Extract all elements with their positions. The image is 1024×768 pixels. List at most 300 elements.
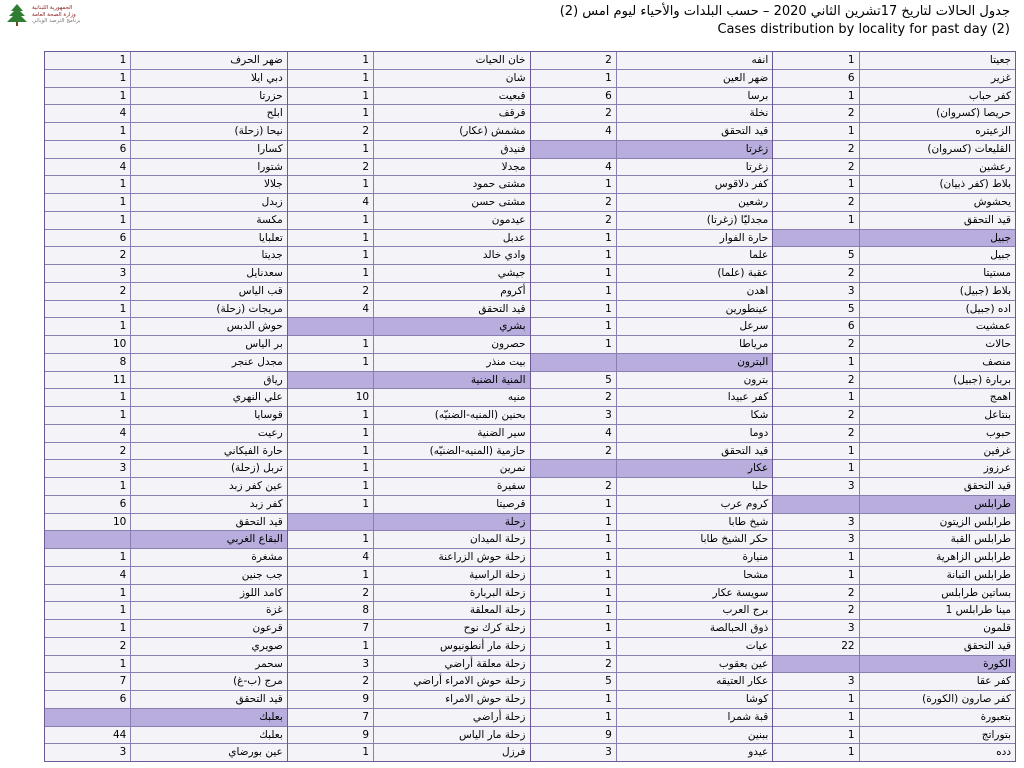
locality-name: مكسة: [131, 212, 286, 229]
case-count: 1: [288, 638, 374, 655]
locality-name: سحمر: [131, 656, 286, 673]
locality-name: رعشين: [860, 159, 1015, 176]
table-row: [531, 727, 773, 745]
locality-name: علما: [617, 247, 772, 264]
case-count: 1: [288, 567, 374, 584]
table-row: [773, 123, 1015, 141]
case-count: 1: [773, 744, 859, 761]
district-header-row: [531, 354, 773, 372]
locality-name: طرابلس القبة: [860, 531, 1015, 548]
locality-name: برسا: [617, 88, 772, 105]
case-count: 4: [45, 567, 131, 584]
table-row: [773, 88, 1015, 106]
case-count: 2: [773, 372, 859, 389]
case-count: 7: [288, 709, 374, 726]
case-count: 4: [288, 301, 374, 318]
locality-name: سفيرة: [374, 478, 529, 495]
district-header-row: [288, 318, 530, 336]
locality-name: عرزوز: [860, 460, 1015, 477]
locality-name: جبيل: [860, 247, 1015, 264]
case-count: 1: [773, 52, 859, 69]
locality-name: بتعبورة: [860, 709, 1015, 726]
case-count: 3: [773, 531, 859, 548]
case-count: 2: [773, 265, 859, 282]
locality-name: مشمش (عكار): [374, 123, 529, 140]
case-count: 3: [45, 460, 131, 477]
case-count: 1: [288, 88, 374, 105]
locality-name: عقبة (علما): [617, 265, 772, 282]
locality-name: مشحا: [617, 567, 772, 584]
case-count: 1: [531, 549, 617, 566]
table-row: [288, 691, 530, 709]
table-row: [531, 212, 773, 230]
table-row: [288, 283, 530, 301]
locality-name: غزير: [860, 70, 1015, 87]
case-count: 4: [531, 425, 617, 442]
locality-name: كفر زبد: [131, 496, 286, 513]
locality-name: حلبا: [617, 478, 772, 495]
table-row: [531, 230, 773, 248]
table-row: [45, 478, 287, 496]
table-row: [531, 531, 773, 549]
locality-name: قبعيت: [374, 88, 529, 105]
table-row: [45, 88, 287, 106]
table-row: [45, 443, 287, 461]
table-row: [773, 159, 1015, 177]
locality-name: شتورا: [131, 159, 286, 176]
locality-name: بحنين (المنيه-الضنيّه): [374, 407, 529, 424]
table-row: [45, 318, 287, 336]
locality-name: الكورة: [860, 656, 1015, 673]
table-row: [288, 105, 530, 123]
case-count: [45, 531, 131, 548]
case-count: 2: [288, 123, 374, 140]
table-row: [773, 194, 1015, 212]
case-count: 2: [288, 673, 374, 690]
case-count: 6: [45, 496, 131, 513]
locality-name: حالات: [860, 336, 1015, 353]
table-row: [531, 336, 773, 354]
district-header-row: [288, 372, 530, 390]
case-count: 2: [773, 602, 859, 619]
locality-name: عين كفر زبد: [131, 478, 286, 495]
table-row: [773, 407, 1015, 425]
table-row: [773, 602, 1015, 620]
table-row: [288, 159, 530, 177]
case-count: 4: [531, 159, 617, 176]
locality-name: حريصا (كسروان): [860, 105, 1015, 122]
locality-name: المنية الضنية: [374, 372, 529, 389]
case-count: 1: [531, 620, 617, 637]
locality-name: قيد التحقق: [617, 123, 772, 140]
table-row: [531, 656, 773, 674]
case-count: 3: [45, 744, 131, 761]
locality-name: مريجات (زحلة): [131, 301, 286, 318]
table-row: [773, 549, 1015, 567]
locality-name: جعيتا: [860, 52, 1015, 69]
locality-name: كفر صارون (الكورة): [860, 691, 1015, 708]
table-row: [45, 691, 287, 709]
locality-name: شيخ طابا: [617, 514, 772, 531]
case-count: 2: [531, 389, 617, 406]
locality-name: كفر عقا: [860, 673, 1015, 690]
table-row: [288, 230, 530, 248]
case-count: 1: [773, 123, 859, 140]
case-count: 6: [773, 318, 859, 335]
locality-name: منيه: [374, 389, 529, 406]
table-row: [45, 230, 287, 248]
district-header-row: [531, 460, 773, 478]
locality-name: نخلة: [617, 105, 772, 122]
locality-name: زحلة: [374, 514, 529, 531]
locality-name: بر الياس: [131, 336, 286, 353]
locality-name: زغرتا: [617, 141, 772, 158]
case-count: 1: [45, 389, 131, 406]
table-row: [531, 247, 773, 265]
case-count: 2: [531, 443, 617, 460]
table-row: [45, 727, 287, 745]
table-row: [531, 709, 773, 727]
table-row: [531, 744, 773, 761]
locality-name: زحلة حوش الامراء: [374, 691, 529, 708]
locality-name: نمرين: [374, 460, 529, 477]
table-row: [288, 656, 530, 674]
locality-name: حارة الفوار: [617, 230, 772, 247]
locality-name: حبوب: [860, 425, 1015, 442]
locality-name: البقاع الغربي: [131, 531, 286, 548]
case-count: 4: [288, 549, 374, 566]
locality-name: فرزل: [374, 744, 529, 761]
locality-name: قرقف: [374, 105, 529, 122]
table-row: [45, 354, 287, 372]
case-count: 1: [288, 407, 374, 424]
locality-name: عيدمون: [374, 212, 529, 229]
case-count: 1: [288, 460, 374, 477]
case-count: 1: [531, 301, 617, 318]
case-count: 1: [288, 531, 374, 548]
case-count: 2: [773, 105, 859, 122]
table-row: [531, 673, 773, 691]
case-count: 1: [288, 52, 374, 69]
locality-name: عكار: [617, 460, 772, 477]
locality-name: مجدليّا (زغرتا): [617, 212, 772, 229]
table-row: [773, 52, 1015, 70]
case-count: 1: [45, 70, 131, 87]
case-count: [288, 318, 374, 335]
locality-name: وادي خالد: [374, 247, 529, 264]
case-count: 8: [288, 602, 374, 619]
case-count: 1: [531, 265, 617, 282]
table-row: [773, 567, 1015, 585]
case-count: 3: [531, 407, 617, 424]
case-count: 1: [531, 531, 617, 548]
locality-name: زحلة مار أنطونيوس: [374, 638, 529, 655]
locality-name: غزة: [131, 602, 286, 619]
locality-name: قيد التحقق: [860, 638, 1015, 655]
locality-name: ابلح: [131, 105, 286, 122]
case-count: 1: [773, 212, 859, 229]
table-row: [45, 265, 287, 283]
case-count: 1: [773, 727, 859, 744]
table-row: [45, 425, 287, 443]
logo-line-3: برنامج الترصد الوبائي: [32, 18, 81, 25]
table-row: [45, 744, 287, 761]
case-count: 1: [531, 691, 617, 708]
case-count: 7: [288, 620, 374, 637]
case-count: 4: [288, 194, 374, 211]
locality-name: زحلة البربارة: [374, 585, 529, 602]
logo-text: [32, 5, 81, 25]
case-count: 2: [45, 283, 131, 300]
case-count: 8: [45, 354, 131, 371]
table-row: [773, 247, 1015, 265]
table-row: [773, 389, 1015, 407]
case-count: 6: [773, 70, 859, 87]
locality-name: زغرتا: [617, 159, 772, 176]
table-row: [773, 620, 1015, 638]
table-row: [773, 265, 1015, 283]
table-row: [45, 105, 287, 123]
locality-name: سير الضنية: [374, 425, 529, 442]
case-count: 1: [531, 514, 617, 531]
case-count: 1: [45, 620, 131, 637]
locality-name: زحلة الميدان: [374, 531, 529, 548]
case-count: 1: [773, 389, 859, 406]
table-row: [531, 567, 773, 585]
case-count: [531, 354, 617, 371]
table-row: [531, 283, 773, 301]
case-count: 7: [45, 673, 131, 690]
case-count: 1: [45, 194, 131, 211]
district-header-row: [288, 514, 530, 532]
case-count: 1: [531, 283, 617, 300]
table-row: [531, 620, 773, 638]
table-row: [45, 496, 287, 514]
case-count: 1: [45, 88, 131, 105]
case-count: 1: [288, 425, 374, 442]
table-row: [531, 88, 773, 106]
table-row: [531, 407, 773, 425]
locality-name: سعدنايل: [131, 265, 286, 282]
case-count: 1: [288, 496, 374, 513]
table-row: [288, 301, 530, 319]
table-row: [45, 301, 287, 319]
table-row: [288, 425, 530, 443]
case-count: 5: [773, 301, 859, 318]
case-count: 5: [531, 673, 617, 690]
locality-name: بترون: [617, 372, 772, 389]
locality-name: مرياطا: [617, 336, 772, 353]
locality-name: ذوق الحبالصة: [617, 620, 772, 637]
locality-name: قيد التحقق: [374, 301, 529, 318]
table-row: [531, 549, 773, 567]
locality-name: قيد التحقق: [131, 691, 286, 708]
table-row: [45, 247, 287, 265]
district-header-row: [531, 141, 773, 159]
case-count: 3: [773, 620, 859, 637]
locality-name: بعلبك: [131, 709, 286, 726]
locality-name: قبة شمرا: [617, 709, 772, 726]
case-count: 1: [531, 247, 617, 264]
table-row: [531, 691, 773, 709]
locality-name: نيحا (زحلة): [131, 123, 286, 140]
case-count: 22: [773, 638, 859, 655]
case-count: 1: [531, 602, 617, 619]
table-column-group: [287, 52, 530, 761]
table-row: [773, 744, 1015, 761]
table-row: [531, 372, 773, 390]
table-column-group: [772, 52, 1015, 761]
case-count: 4: [531, 123, 617, 140]
case-count: 1: [531, 176, 617, 193]
table-row: [773, 372, 1015, 390]
table-row: [531, 514, 773, 532]
table-row: [288, 443, 530, 461]
table-row: [288, 70, 530, 88]
table-row: [531, 70, 773, 88]
case-count: 1: [773, 460, 859, 477]
table-row: [773, 531, 1015, 549]
table-row: [288, 478, 530, 496]
case-count: 1: [773, 567, 859, 584]
locality-name: كفر دلاقوس: [617, 176, 772, 193]
locality-name: مشتى حمود: [374, 176, 529, 193]
case-count: 1: [773, 549, 859, 566]
locality-name: انفه: [617, 52, 772, 69]
case-count: 2: [773, 336, 859, 353]
table-row: [45, 372, 287, 390]
table-row: [45, 141, 287, 159]
locality-name: تربل (زحلة): [131, 460, 286, 477]
case-count: 1: [45, 656, 131, 673]
case-count: 1: [773, 691, 859, 708]
locality-name: زحلة المعلقة: [374, 602, 529, 619]
case-count: 1: [773, 709, 859, 726]
case-count: 10: [45, 336, 131, 353]
case-count: 1: [773, 354, 859, 371]
table-column-group: [530, 52, 773, 761]
table-row: [531, 496, 773, 514]
locality-name: البترون: [617, 354, 772, 371]
case-count: 6: [45, 691, 131, 708]
locality-name: قرصيتا: [374, 496, 529, 513]
locality-name: ببنين: [617, 727, 772, 744]
locality-name: زحلة أراضي: [374, 709, 529, 726]
table-row: [773, 673, 1015, 691]
locality-name: بتوراتج: [860, 727, 1015, 744]
locality-name: كوشا: [617, 691, 772, 708]
cases-table: [44, 51, 1016, 762]
table-row: [773, 354, 1015, 372]
table-row: [531, 318, 773, 336]
table-row: [531, 301, 773, 319]
ministry-logo: [6, 2, 98, 28]
locality-name: زحلة كرك نوح: [374, 620, 529, 637]
case-count: 1: [773, 88, 859, 105]
case-count: 6: [531, 88, 617, 105]
locality-name: الزعيتره: [860, 123, 1015, 140]
case-count: 2: [773, 159, 859, 176]
table-row: [773, 425, 1015, 443]
locality-name: قيد التحقق: [860, 212, 1015, 229]
case-count: 2: [45, 638, 131, 655]
case-count: 1: [288, 105, 374, 122]
table-row: [45, 176, 287, 194]
table-row: [288, 567, 530, 585]
case-count: 1: [288, 443, 374, 460]
table-row: [288, 247, 530, 265]
case-count: 3: [773, 514, 859, 531]
case-count: 4: [45, 105, 131, 122]
locality-name: قوسايا: [131, 407, 286, 424]
table-row: [45, 567, 287, 585]
table-column-group: [45, 52, 287, 761]
table-row: [288, 460, 530, 478]
table-row: [773, 727, 1015, 745]
district-header-row: [773, 656, 1015, 674]
case-count: 3: [288, 656, 374, 673]
locality-name: بنتاعل: [860, 407, 1015, 424]
case-count: 1: [531, 70, 617, 87]
table-row: [773, 70, 1015, 88]
case-count: 1: [531, 585, 617, 602]
case-count: 1: [45, 549, 131, 566]
case-count: 1: [288, 247, 374, 264]
case-count: 1: [288, 230, 374, 247]
locality-name: طرابلس: [860, 496, 1015, 513]
table-row: [288, 141, 530, 159]
case-count: 1: [45, 212, 131, 229]
locality-name: عمشيت: [860, 318, 1015, 335]
locality-name: ضهر العين: [617, 70, 772, 87]
locality-name: بيت منذر: [374, 354, 529, 371]
locality-name: دبي ايلا: [131, 70, 286, 87]
case-count: 1: [45, 407, 131, 424]
case-count: 2: [45, 247, 131, 264]
locality-name: بلاط (كفر ذبيان): [860, 176, 1015, 193]
locality-name: خان الحيات: [374, 52, 529, 69]
case-count: 2: [45, 443, 131, 460]
table-row: [288, 265, 530, 283]
logo-line-1: الجمهورية اللبنانية: [32, 5, 73, 12]
locality-name: جيشي: [374, 265, 529, 282]
table-row: [288, 354, 530, 372]
case-count: 1: [288, 354, 374, 371]
case-count: 2: [773, 194, 859, 211]
locality-name: بعلبك: [131, 727, 286, 744]
locality-name: عين بورضاي: [131, 744, 286, 761]
table-row: [45, 194, 287, 212]
case-count: 1: [45, 318, 131, 335]
table-row: [288, 52, 530, 70]
locality-name: أكروم: [374, 283, 529, 300]
case-count: 1: [531, 318, 617, 335]
table-row: [288, 744, 530, 761]
locality-name: رياق: [131, 372, 286, 389]
case-count: 2: [773, 141, 859, 158]
logo-line-2: وزارة الصحة العامة: [32, 11, 76, 18]
table-row: [288, 620, 530, 638]
locality-name: زحلة مار الياس: [374, 727, 529, 744]
title-arabic: جدول الحالات لتاريخ 17تشرين الثاني 2020 – حسب البلدات والأحياء ليوم امس (2): [559, 4, 1010, 19]
table-row: [45, 514, 287, 532]
table-row: [773, 283, 1015, 301]
case-count: 2: [288, 159, 374, 176]
locality-name: كسارا: [131, 141, 286, 158]
case-count: 1: [45, 176, 131, 193]
locality-name: عين يعقوب: [617, 656, 772, 673]
locality-name: قيد التحقق: [131, 514, 286, 531]
